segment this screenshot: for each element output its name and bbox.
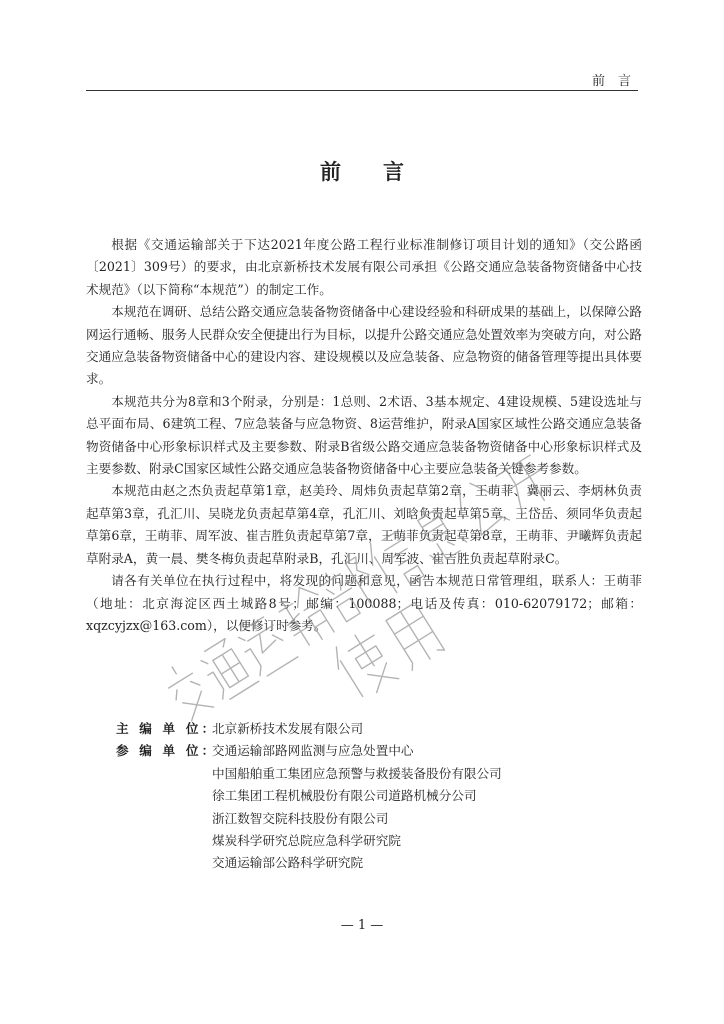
participating-editor-units bbox=[212, 740, 502, 874]
header-rule bbox=[86, 90, 638, 91]
paragraph-contact: 请各有关单位在执行过程中，将发现的问题和意见，函告本规范日常管理组，联系人：王萌菲（地址：北京海淀区西土城路8号；邮编：100088；电话及传真：010-62079172；邮箱：xqzcyjzx@163.com），以便修订时参考。 bbox=[86, 573, 642, 633]
participating-unit: 煤炭科学研究总院应急科学研究院 bbox=[212, 833, 401, 849]
chief-editor-label: 主 编 单 位： bbox=[116, 721, 218, 736]
editing-units bbox=[116, 718, 636, 875]
participating-unit: 交通运输部公路科学研究院 bbox=[212, 855, 364, 871]
paragraph-basis: 根据《交通运输部关于下达2021年度公路工程行业标准制修订项目计划的通知》（交公路函〔2021〕309号）的要求，由北京新桥技术发展有限公司承担《公路交通应急装备物资储备中心技术规范》（以下简称“本规范”）的制定工作。 bbox=[86, 237, 642, 297]
participating-unit: 交通运输部路网监测与应急处置中心 bbox=[212, 743, 414, 759]
running-header: 前 言 bbox=[592, 74, 632, 89]
paragraph-scope: 本规范在调研、总结公路交通应急装备物资储备中心建设经验和科研成果的基础上，以保障公路网运行通畅、服务人民群众安全便捷出行为目标，以提升公路交通应急处置效率为突破方向，对公路交通应急装备物资储备中心的建设内容、建设规模以及应急装备、应急物资的储备管理等提出具体要求。 bbox=[86, 304, 642, 387]
paragraph-drafting: 本规范由赵之杰负责起草第1章，赵美玲、周炜负责起草第2章，王萌菲、冀丽云、李炳林负责起草第3章，孔汇川、吴晓龙负责起草第4章，孔汇川、刘晗负责起草第5章，王岱岳、须同华负责起草第6章，王萌菲、周军波、崔吉胜负责起草第7章，王萌菲负责起草第8章，王萌菲、尹曦辉负责起草附录A，黄一晨、樊冬梅负责起草附录B，孔汇川、周军波、崔吉胜负责起草附录C。 bbox=[86, 483, 642, 566]
participating-editor-label: 参 编 单 位： bbox=[116, 743, 218, 759]
page-number: — 1 — bbox=[340, 918, 384, 933]
page-title: 前 言 bbox=[320, 160, 404, 184]
body-text bbox=[86, 234, 642, 637]
chief-editor-unit: 北京新桥技术发展有限公司 bbox=[212, 721, 364, 736]
chief-editor-units bbox=[212, 718, 363, 740]
chief-editor-row bbox=[116, 718, 636, 740]
participating-unit: 浙江数智交院科技股份有限公司 bbox=[212, 810, 389, 826]
paragraph-structure: 本规范共分为8章和3个附录，分别是：1总则、2术语、3基本规定、4建设规模、5建设选址与总平面布局、6建筑工程、7应急装备与应急物资、8运营维护，附录A国家区域性公路交通应急装备物资储备中心形象标识样式及主要参数、附录B省级公路交通应急装备物资储备中心形象标识样式及主要参数、附录C国家区域性公路交通应急装备物资储备中心主要应急装备关键参考参数。 bbox=[86, 393, 642, 477]
participating-editor-row bbox=[116, 740, 636, 874]
participating-unit: 中国船舶重工集团应急预警与救援装备股份有限公司 bbox=[212, 765, 502, 781]
participating-unit: 徐工集团工程机械股份有限公司道路机械分公司 bbox=[212, 788, 477, 804]
